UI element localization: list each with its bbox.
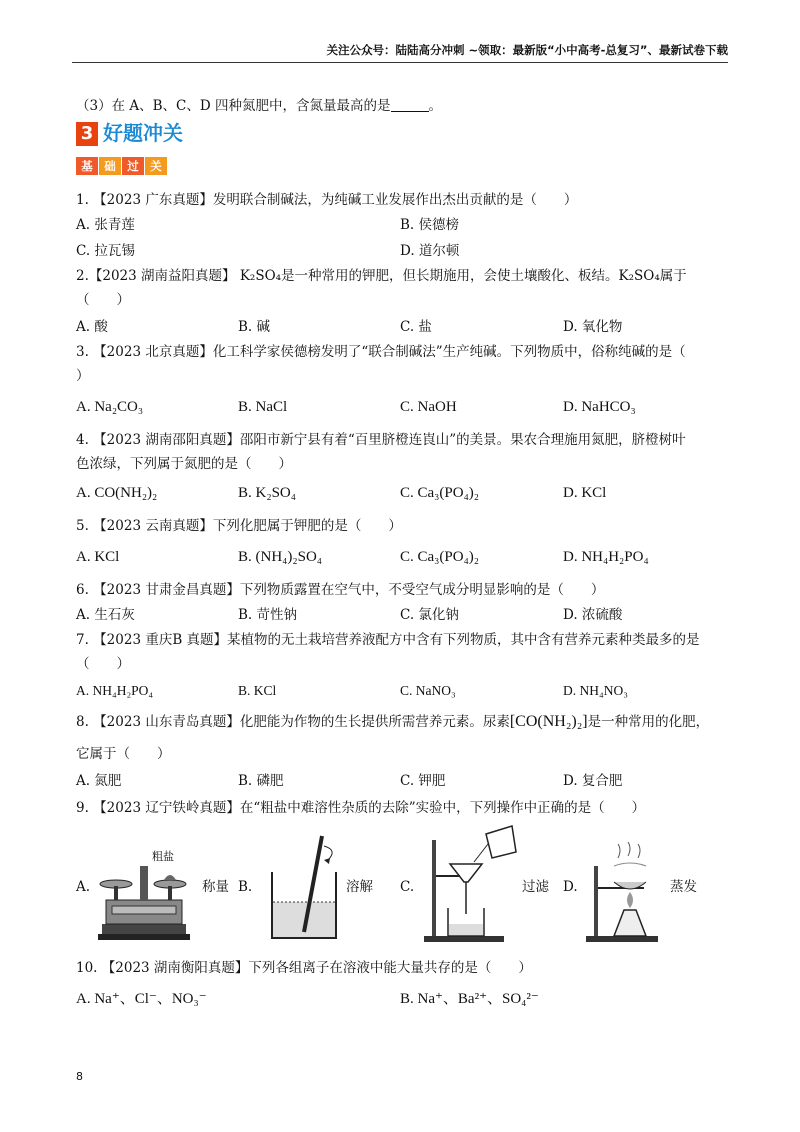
section-number-badge: 3 — [76, 122, 98, 146]
q3-option-d[interactable]: D. NaHCO₃ — [563, 399, 636, 415]
evaporation-figure — [584, 836, 674, 944]
question-1-stem: 1. 【2023 广东真题】发明联合制碱法，为纯碱工业发展作出杰出贡献的是（ ） — [76, 192, 578, 208]
q3-fill-end: 。 — [428, 98, 442, 114]
q4-option-d[interactable]: D. KCl — [563, 485, 607, 501]
q10-option-a[interactable]: A. Na⁺、Cl⁻、NO₃⁻ — [76, 991, 207, 1007]
question-9-stem: 9. 【2023 辽宁铁岭真题】在“粗盐中难溶性杂质的去除”实验中，下列操作中正确的是（ ） — [76, 800, 646, 816]
q1-option-c[interactable]: C. 拉瓦锡 — [76, 243, 135, 259]
q2-option-a[interactable]: A. 酸 — [76, 319, 108, 335]
urea-formula: [CO(NH₂)₂] — [509, 713, 588, 730]
q9-option-d[interactable]: D. — [563, 879, 578, 895]
q7-option-d[interactable]: D. NH₄NO₃ — [563, 683, 628, 698]
q3-option-b[interactable]: B. NaCl — [238, 399, 288, 415]
q8-option-c[interactable]: C. 钾肥 — [400, 773, 446, 789]
beaker-dissolve-figure — [262, 832, 346, 944]
level-char: 关 — [145, 157, 167, 175]
page-header: 关注公众号：陆陆高分冲刺 ~领取：最新版“小中高考-总复习”、最新试卷下载 — [72, 40, 728, 63]
q8-stem-text: 8. 【2023 山东青岛真题】化肥能为作物的生长提供所需营养元素。尿素 — [76, 714, 510, 730]
q9-label-a: 称量 — [202, 879, 229, 895]
level-char: 础 — [99, 157, 121, 175]
q9-label-b: 溶解 — [346, 879, 373, 895]
question-7-stem: 7. 【2023 重庆B 真题】某植物的无土栽培营养液配方中含有下列物质，其中含有营养元素种类最多的是 — [76, 632, 700, 648]
q4-option-b[interactable]: B. K₂SO₄ — [238, 485, 296, 501]
level-bar — [76, 157, 167, 175]
question-7-stem-cont: （ ） — [76, 656, 130, 672]
level-char: 基 — [76, 157, 98, 175]
q3-option-c[interactable]: C. NaOH — [400, 399, 457, 415]
question-2-stem-cont: （ ） — [76, 292, 130, 308]
q8-option-b[interactable]: B. 磷肥 — [238, 773, 284, 789]
q8-option-d[interactable]: D. 复合肥 — [563, 773, 623, 789]
question-2-stem: 2.【2023 湖南益阳真题】 K₂SO₄是一种常用的钾肥，但长期施用，会使土壤酸化、板结。K₂SO₄属于 — [76, 268, 687, 284]
level-char: 过 — [122, 157, 144, 175]
question-8-stem — [76, 712, 709, 732]
section-title: 好题冲关 — [103, 121, 183, 145]
question-4-stem: 4. 【2023 湖南邵阳真题】邵阳市新宁县有着“百里脐橙连崀山”的美景。果农合理施用氮肥，脐橙树叶 — [76, 432, 686, 448]
q9-option-c[interactable]: C. — [400, 879, 415, 895]
q2-option-c[interactable]: C. 盐 — [400, 319, 432, 335]
answer-blank[interactable] — [391, 99, 429, 112]
q1-option-d[interactable]: D. 道尔顿 — [400, 243, 460, 259]
question-3-stem: 3. 【2023 北京真题】化工科学家侯德榜发明了“联合制碱法”生产纯碱。下列物质中，俗称纯碱的是（ — [76, 344, 686, 360]
page-number: 8 — [76, 1070, 83, 1083]
filtration-figure — [420, 820, 520, 944]
q9-option-a[interactable]: A. — [76, 879, 91, 895]
q3-option-a[interactable]: A. Na₂CO₃ — [76, 399, 144, 415]
q1-option-b[interactable]: B. 侯德榜 — [400, 217, 460, 233]
q6-option-b[interactable]: B. 苛性钠 — [238, 607, 298, 623]
question-10-stem: 10. 【2023 湖南衡阳真题】下列各组离子在溶液中能大量共存的是（ ） — [76, 960, 532, 976]
question-5-stem: 5. 【2023 云南真题】下列化肥属于钾肥的是（ ） — [76, 518, 402, 534]
question-8-stem-cont: 它属于（ ） — [76, 746, 171, 762]
q5-option-d[interactable]: D. NH₄H₂PO₄ — [563, 549, 649, 565]
balance-weighing-figure — [94, 846, 194, 944]
q8-stem-end: 是一种常用的化肥， — [587, 714, 710, 730]
q5-option-b[interactable]: B. (NH₄)₂SO₄ — [238, 549, 323, 565]
q4-option-c[interactable]: C. Ca₃(PO₄)₂ — [400, 485, 480, 501]
q9-option-b[interactable]: B. — [238, 879, 253, 895]
q6-option-d[interactable]: D. 浓硫酸 — [563, 607, 623, 623]
q2-option-b[interactable]: B. 碱 — [238, 319, 271, 335]
question-4-stem-cont: 色浓绿，下列属于氮肥的是（ ） — [76, 456, 292, 472]
q1-option-a[interactable]: A. 张青莲 — [76, 217, 135, 233]
q7-option-a[interactable]: A. NH₄H₂PO₄ — [76, 683, 154, 698]
q3-fill-line — [76, 96, 442, 116]
q10-option-b[interactable]: B. Na⁺、Ba²⁺、SO₄²⁻ — [400, 991, 539, 1007]
q7-option-b[interactable]: B. KCl — [238, 683, 277, 698]
q2-option-d[interactable]: D. 氧化物 — [563, 319, 623, 335]
q6-option-c[interactable]: C. 氯化钠 — [400, 607, 459, 623]
q7-option-c[interactable]: C. NaNO₃ — [400, 683, 456, 698]
q9-label-d: 蒸发 — [670, 879, 697, 895]
q3-fill-text: （3）在 A、B、C、D 四种氮肥中，含氮量最高的是 — [76, 98, 391, 114]
q5-option-c[interactable]: C. Ca₃(PO₄)₂ — [400, 549, 480, 565]
question-3-stem-cont: ） — [76, 368, 90, 384]
coarse-salt-label: 粗盐 — [152, 850, 174, 863]
q5-option-a[interactable]: A. KCl — [76, 549, 120, 565]
q6-option-a[interactable]: A. 生石灰 — [76, 607, 135, 623]
q8-option-a[interactable]: A. 氮肥 — [76, 773, 122, 789]
q9-label-c: 过滤 — [522, 879, 549, 895]
q4-option-a[interactable]: A. CO(NH₂)₂ — [76, 485, 158, 501]
question-6-stem: 6. 【2023 甘肃金昌真题】下列物质露置在空气中，不受空气成分明显影响的是（ ） — [76, 582, 605, 598]
